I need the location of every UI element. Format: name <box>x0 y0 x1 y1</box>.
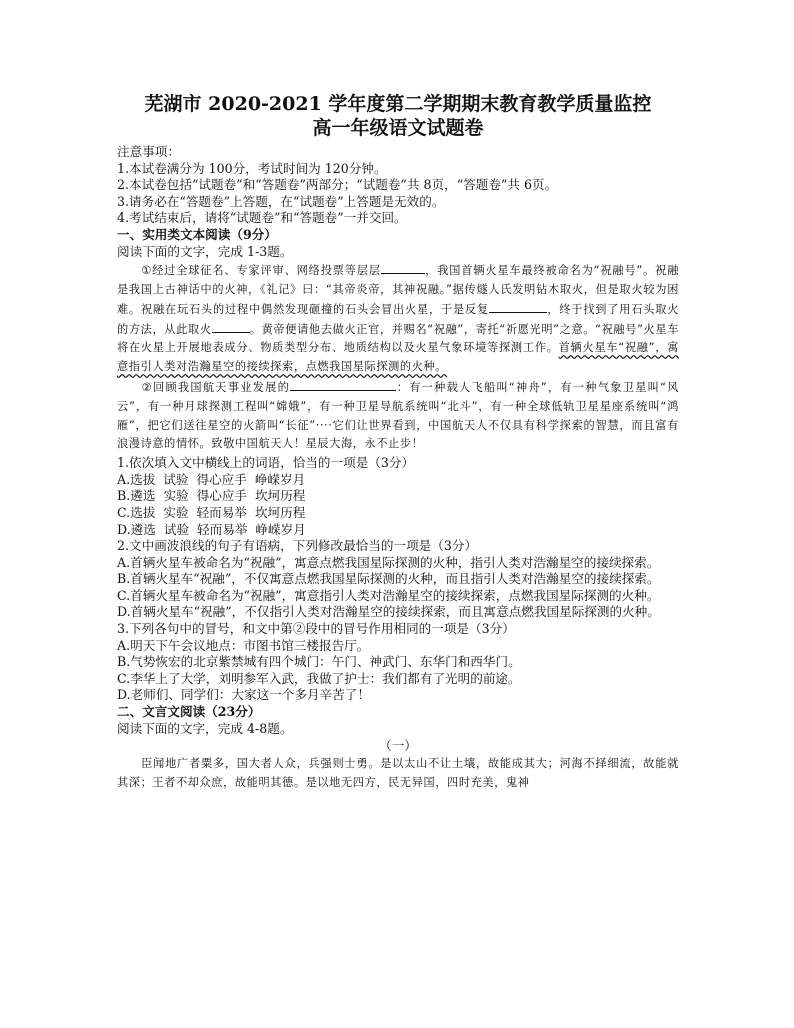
wavy-underlined-sentence: 首辆火星车“祝融”，寓意指引人类对浩瀚星空的接续探索，点燃我国星际探测的火种。 <box>117 341 680 374</box>
notice-item-2: 2.本试卷包括“试题卷”和“答题卷”两部分；“试题卷”共 8页，“答题卷”共 6页。 <box>117 177 558 193</box>
para1-number: ① <box>141 264 153 278</box>
exam-page <box>117 92 679 794</box>
section2-instruction: 阅读下面的文字，完成 4-8题。 <box>117 720 293 736</box>
para2-number: ② <box>141 380 153 394</box>
question-1-stem: 1.依次填入文中横线上的词语，恰当的一项是（3分） <box>117 455 415 471</box>
question-2-option-d: D.首辆火星车“祝融”，不仅指引人类对浩瀚星空的接续探索，而且寓意点燃我国星际探测的火种。 <box>117 604 660 620</box>
notice-heading: 注意事项： <box>117 144 180 159</box>
question-3-stem: 3.下列各句中的冒号，和文中第②段中的冒号作用相同的一项是（3分） <box>117 621 515 637</box>
question-3-option-d: D.老师们、同学们：大家这一个多月辛苦了！ <box>117 687 370 703</box>
fill-blank-1 <box>381 261 425 274</box>
section1-heading: 一、实用类文本阅读（9分） <box>117 226 277 242</box>
fill-blank-2 <box>489 300 547 313</box>
question-2-option-a: A.首辆火星车被命名为“祝融”，寓意点燃我国星际探测的火种，指引人类对浩瀚星空的接续探索。 <box>117 554 660 570</box>
question-3-option-c: C.李华上了大学，刘明参军入武，我做了护士：我们都有了光明的前途。 <box>117 670 521 686</box>
question-1-option-d: D.遴选 试验 轻而易举 峥嵘岁月 <box>117 521 306 537</box>
question-1-option-c: C.选拔 实验 轻而易举 坎坷历程 <box>117 504 306 520</box>
classical-passage: 臣闻地广者粟多，国大者人众，兵强则士勇。是以太山不让土壤，故能成其大；河海不择细流，故能就其深；王者不却众庶，故能明其德。是以地无四方，民无异国，四时充美，鬼神 <box>117 757 679 790</box>
passage-paragraph-2: ②回顾我国航天事业发展的 ：有一种载人飞船叫“神舟”，有一种气象卫星叫“风云”，有一种月球探测工程叫“嫦娥”，有一种卫星导航系统叫“北斗”，有一种全球低轨卫星星座系统叫“鸿雁”，把它们送往星空的火箭叫“长征”····它们让世界看到，中国航天人不仅具有科学探索的智慧，而且富有浪漫诗意的情怀。致敬中国航天人！星辰大海，永不止步！ <box>117 378 679 454</box>
section1-instruction: 阅读下面的文字，完成 1-3题。 <box>117 243 293 259</box>
fill-blank-4 <box>290 378 396 391</box>
question-3-option-b: B.气势恢宏的北京紫禁城有四个城门：午门、神武门、东华门和西华门。 <box>117 654 521 670</box>
notice-item-3: 3.请务必在“答题卷”上答题，在“试题卷”上答题是无效的。 <box>117 193 445 209</box>
question-2-option-c: C.首辆火星车被命名为“祝融”，寓意指引人类对浩瀚星空的接续探索，点燃我国星际探测的火种。 <box>117 587 660 603</box>
section2-heading: 二、文言文阅读（23分） <box>117 704 261 720</box>
exam-title-line2: 高一年级语文试题卷 <box>312 117 484 139</box>
question-2-stem: 2.文中画波浪线的句子有语病，下列修改最恰当的一项是（3分） <box>117 538 478 554</box>
question-3-option-a: A.明天下午会议地点：市图书馆三楼报告厅。 <box>117 637 370 653</box>
question-1-option-b: B.遴选 实验 得心应手 坎坷历程 <box>117 488 306 504</box>
notice-item-4: 4.考试结束后，请将“试题卷”和“答题卷”一并交回。 <box>117 210 407 226</box>
question-2-option-b: B.首辆火星车“祝融”，不仅寓意点燃我国星际探测的火种，而且指引人类对浩瀚星空的接续探索。 <box>117 571 660 587</box>
notice-item-1: 1.本试卷满分为 100分，考试时间为 120分钟。 <box>117 160 387 176</box>
fill-blank-3 <box>212 320 250 333</box>
exam-title-line1: 芜湖市 2020-2021 学年度第二学期期末教育教学质量监控 <box>144 93 652 115</box>
passage-paragraph-1: ①经过全球征名、专家评审、网络投票等层层 ，我国首辆火星车最终被命名为“祝融号”。祝融是我国上古神话中的火神，《礼记》曰：“其帝炎帝，其神祝融。”据传燧人氏发明钻木取火，但是取火较为困难。祝融在玩石头的过程中偶然发现砸撞的石头会冒出火星，于是反复 ，终于找到了用石头取火的方法，从此取火 。黄帝便请他去做火正官，并赐名“祝融”，寄托“祈愿光明”之意。“祝融号”火星车将在火星上开展地表成分、物质类型分布、地质结构以及火星气象环境等探测工作。首辆火星车“祝融”，寓意指引人类对浩瀚星空的接续探索，点燃我国星际探测的火种。 <box>117 261 679 377</box>
section2-part-label: （一） <box>379 738 417 754</box>
question-1-option-a: A.选拔 试验 得心应手 峥嵘岁月 <box>117 471 306 487</box>
